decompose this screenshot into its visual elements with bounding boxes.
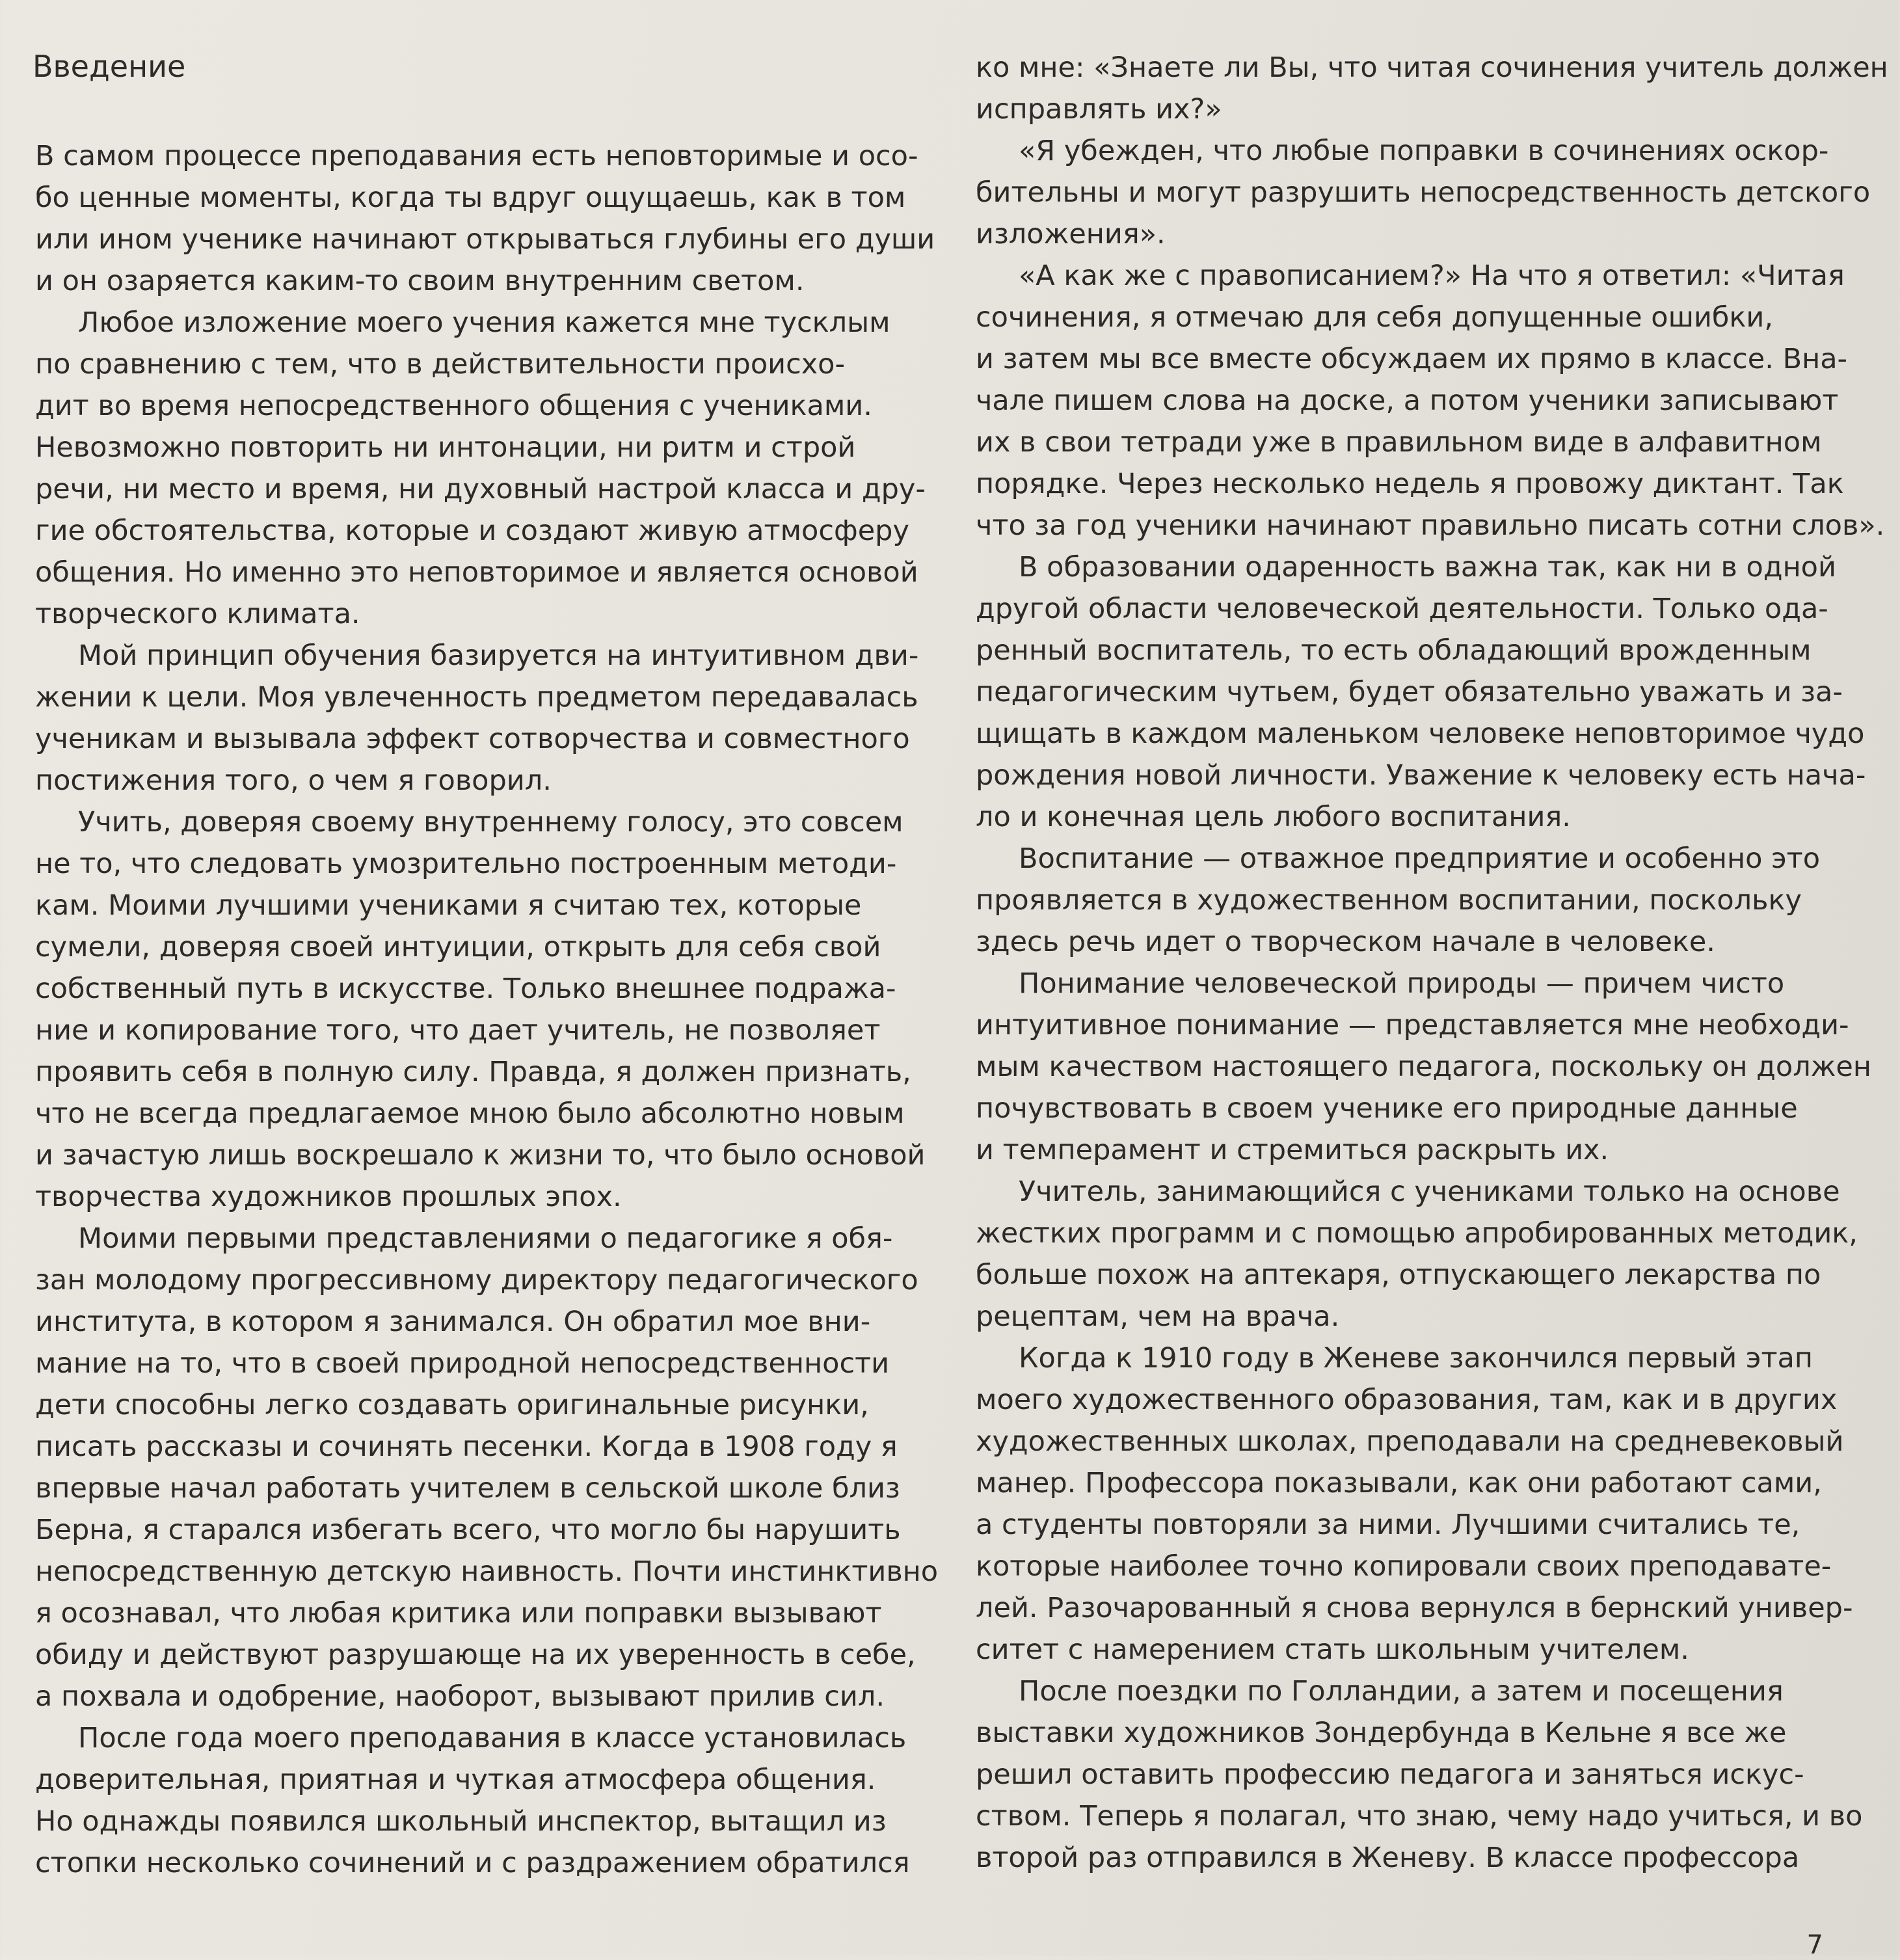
text-line: и он озаряется каким-то своим внутренним светом. <box>35 265 805 297</box>
left-text-column <box>35 135 939 1884</box>
text-line: писать рассказы и сочинять песенки. Когда в 1908 году я <box>35 1430 898 1463</box>
text-line: После года моего преподавания в классе установилась <box>78 1722 907 1754</box>
text-line: впервые начал работать учителем в сельской школе близ <box>35 1472 900 1505</box>
page-number: 7 <box>1806 1930 1823 1960</box>
text-line: интуитивное понимание — представляется мне необходи- <box>976 1009 1849 1041</box>
text-line: мание на то, что в своей природной непосредственности <box>35 1347 890 1380</box>
text-line: Берна, я старался избегать всего, что могло бы нарушить <box>35 1514 901 1546</box>
text-line: постижения того, о чем я говорил. <box>35 764 552 797</box>
text-line: и темперамент и стремиться раскрыть их. <box>976 1134 1609 1166</box>
text-line: и зачастую лишь воскрешало к жизни то, что было основой <box>35 1139 926 1172</box>
text-line: кам. Моими лучшими учениками я считаю тех, которые <box>35 889 862 922</box>
text-line: изложения». <box>976 218 1166 250</box>
text-line: и затем мы все вместе обсуждаем их прямо в классе. Вна- <box>976 343 1848 375</box>
text-line: не то, что следовать умозрительно построенным методи- <box>35 848 897 880</box>
text-line: проявить себя в полную силу. Правда, я должен признать, <box>35 1056 911 1088</box>
text-line: общения. Но именно это неповторимое и является основой <box>35 556 918 589</box>
text-line: Но однажды появился школьный инспектор, вытащил из <box>35 1805 887 1838</box>
text-line: Учить, доверяя своему внутреннему голосу, это совсем <box>78 806 903 839</box>
text-line: второй раз отправился в Женеву. В классе профессора <box>976 1842 1800 1874</box>
text-line: жении к цели. Моя увлеченность предметом передавалась <box>35 681 918 714</box>
text-line: сумели, доверяя своей интуиции, открыть для себя свой <box>35 931 881 963</box>
text-line: стопки несколько сочинений и с раздражением обратился <box>35 1847 910 1879</box>
text-line: Когда к 1910 году в Женеве закончился первый этап <box>1019 1342 1813 1375</box>
text-line: исправлять их?» <box>976 93 1222 126</box>
text-line: творческого климата. <box>35 598 360 630</box>
text-line: доверительная, приятная и чуткая атмосфера общения. <box>35 1764 876 1796</box>
right-text-column <box>976 47 1888 1879</box>
chapter-heading: Введение <box>33 49 186 84</box>
text-line: дит во время непосредственного общения с учениками. <box>35 390 872 422</box>
text-line: художественных школах, преподавали на средневековый <box>976 1425 1844 1458</box>
text-line: лей. Разочарованный я снова вернулся в бернский универ- <box>976 1592 1853 1624</box>
text-line: обиду и действуют разрушающе на их уверенность в себе, <box>35 1639 916 1671</box>
text-line: манер. Профессора показывали, как они работают сами, <box>976 1467 1822 1499</box>
text-line: ситет с намерением стать школьным учителем. <box>976 1633 1689 1666</box>
text-line: гие обстоятельства, которые и создают живую атмосферу <box>35 515 909 547</box>
text-line: Моими первыми представлениями о педагогике я обя- <box>78 1222 893 1255</box>
text-line: мым качеством настоящего педагога, поскольку он должен <box>976 1051 1871 1083</box>
text-line: В образовании одаренность важна так, как ни в одной <box>1019 551 1836 584</box>
text-line: Мой принцип обучения базируется на интуитивном дви- <box>78 639 919 672</box>
text-line: речи, ни место и время, ни духовный настрой класса и дру- <box>35 473 926 505</box>
text-line: а похвала и одобрение, наоборот, вызывают прилив сил. <box>35 1680 885 1713</box>
text-line: В самом процессе преподавания есть неповторимые и осо- <box>35 140 918 172</box>
text-line: их в свои тетради уже в правильном виде в алфавитном <box>976 426 1822 459</box>
text-line: ние и копирование того, что дает учитель, не позволяет <box>35 1014 881 1047</box>
text-line: щищать в каждом маленьком человеке неповторимое чудо <box>976 718 1865 750</box>
text-line: решил оставить профессию педагога и заняться искус- <box>976 1758 1804 1791</box>
text-line: зан молодому прогрессивному директору педагогического <box>35 1264 918 1296</box>
text-line: другой области человеческой деятельности. Только ода- <box>976 593 1828 625</box>
text-line: которые наиболее точно копировали своих преподавате- <box>976 1550 1832 1583</box>
text-line: Любое изложение моего учения кажется мне тусклым <box>78 306 890 339</box>
text-line: После поездки по Голландии, а затем и посещения <box>1019 1675 1784 1708</box>
text-line: жестких программ и с помощью апробированных методик, <box>976 1217 1858 1250</box>
text-line: «А как же с правописанием?» На что я ответил: «Читая <box>1019 260 1845 292</box>
text-line: проявляется в художественном воспитании, поскольку <box>976 884 1802 917</box>
text-line: бо ценные моменты, когда ты вдруг ощущаешь, как в том <box>35 181 906 214</box>
text-line: сочинения, я отмечаю для себя допущенные ошибки, <box>976 301 1774 334</box>
text-line: ученикам и вызывала эффект сотворчества и совместного <box>35 723 910 755</box>
text-line: ко мне: «Знаете ли Вы, что читая сочинения учитель должен <box>976 51 1888 84</box>
text-line: института, в котором я занимался. Он обратил мое вни- <box>35 1306 871 1338</box>
text-line: выставки художников Зондербунда в Кельне я все же <box>976 1717 1787 1749</box>
text-line: больше похож на аптекаря, отпускающего лекарства по <box>976 1259 1821 1291</box>
text-line: я осознавал, что любая критика или поправки вызывают <box>35 1597 882 1630</box>
text-line: непосредственную детскую наивность. Почти инстинктивно <box>35 1555 939 1588</box>
text-line: ством. Теперь я полагал, что знаю, чему надо учиться, и во <box>976 1800 1863 1832</box>
text-line: творчества художников прошлых эпох. <box>35 1181 622 1213</box>
text-line: чале пишем слова на доске, а потом ученики записывают <box>976 384 1839 417</box>
text-line: порядке. Через несколько недель я провожу диктант. Так <box>976 468 1844 500</box>
text-line: Понимание человеческой природы — причем чисто <box>1019 967 1785 1000</box>
text-line: Воспитание — отважное предприятие и особенно это <box>1019 842 1821 875</box>
text-line: почувствовать в своем ученике его природные данные <box>976 1092 1798 1125</box>
text-line: что не всегда предлагаемое мною было абсолютно новым <box>35 1097 905 1130</box>
text-line: здесь речь идет о творческом начале в человеке. <box>976 926 1715 958</box>
text-line: дети способны легко создавать оригинальные рисунки, <box>35 1389 869 1421</box>
text-line: Невозможно повторить ни интонации, ни ритм и строй <box>35 431 856 464</box>
text-line: педагогическим чутьем, будет обязательно уважать и за- <box>976 676 1843 708</box>
text-line: моего художественного образования, там, как и в других <box>976 1384 1838 1416</box>
text-line: собственный путь в искусстве. Только внешнее подража- <box>35 973 896 1005</box>
text-line: ло и конечная цель любого воспитания. <box>976 801 1571 833</box>
text-line: а студенты повторяли за ними. Лучшими считались те, <box>976 1509 1800 1541</box>
text-line: или ином ученике начинают открываться глубины его души <box>35 223 935 256</box>
text-line: рождения новой личности. Уважение к человеку есть нача- <box>976 759 1866 792</box>
text-line: что за год ученики начинают правильно писать сотни слов». <box>976 509 1885 542</box>
text-line: Учитель, занимающийся с учениками только на основе <box>1019 1175 1840 1208</box>
text-line: «Я убежден, что любые поправки в сочинениях оскор- <box>1019 135 1829 167</box>
text-line: бительны и могут разрушить непосредственность детского <box>976 176 1871 209</box>
text-line: рецептам, чем на врача. <box>976 1300 1340 1333</box>
text-line: ренный воспитатель, то есть обладающий врожденным <box>976 634 1812 667</box>
text-line: по сравнению с тем, что в действительности происхо- <box>35 348 845 381</box>
